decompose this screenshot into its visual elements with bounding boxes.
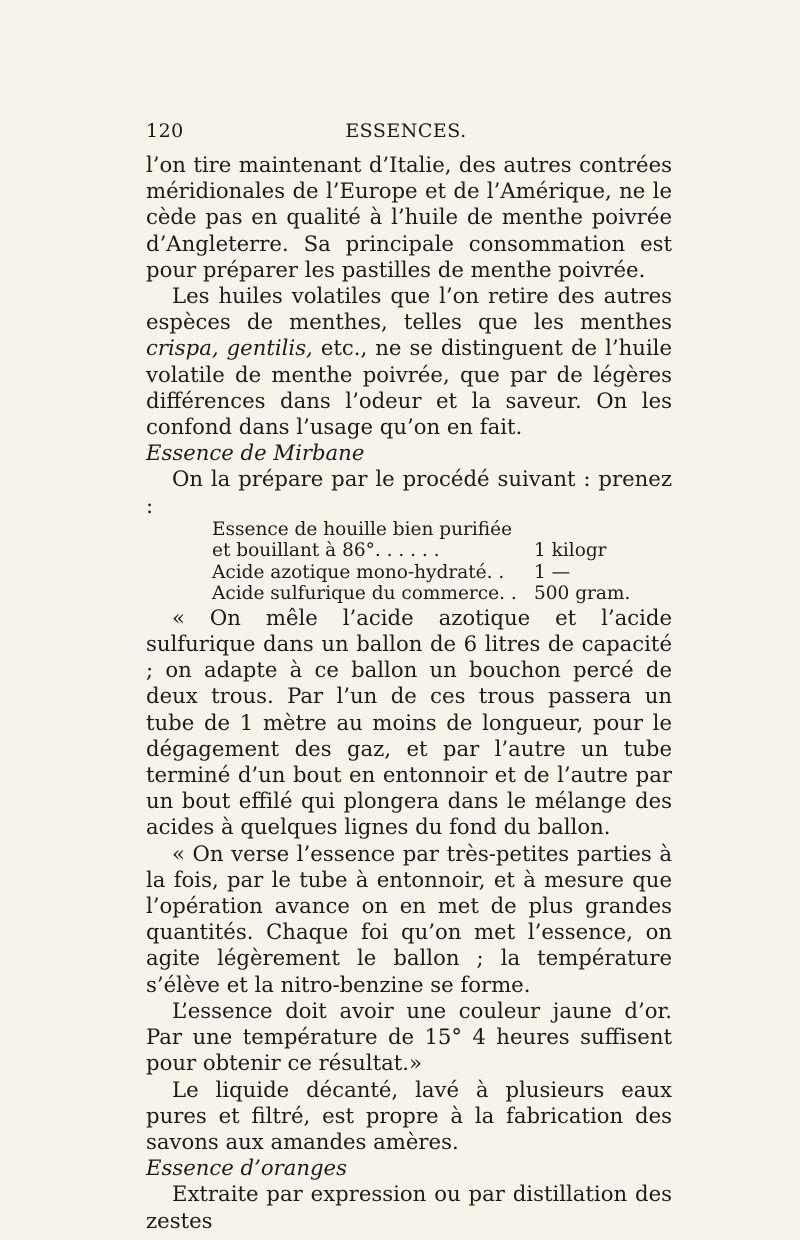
ingredient-quantity: 500 gram. [534,583,631,605]
paragraph-preparation: On la prépare par le procédé suivant : prenez : [146,466,672,518]
running-title: ESSENCES. [345,120,467,142]
ingredient-quantity: 1 — [534,561,571,583]
paragraph-procedure: « On mêle l’acide azotique et l’acide sulfurique dans un ballon de 6 litres de capacité ; on adapte à ce ballon un bouchon percé de deux trous. Par l’un de ces trous passera un tube de 1 mètre au moins de longueur, pour le dégagement des gaz, et par l’autre un tube terminé d’un bout en entonnoir et de l’autre par un bout effilé qui plongera dans le mélange des acides à quelques lignes du fond du ballon. [146,604,672,840]
paragraph-color: L’essence doit avoir une couleur jaune d’or. Par une température de 15° 4 heures suffisent pour obtenir ce résultat.» [146,997,672,1076]
page-header [146,120,666,148]
paragraph-menthes [146,283,672,440]
paragraph-usage: Le liquide décanté, lavé à plusieurs eaux pures et filtré, est propre à la fabrication des savons aux amandes amères. [146,1076,672,1154]
recipe-line [212,583,631,605]
species-names: crispa, gentilis, [146,335,313,361]
recipe-line [212,540,612,562]
page-number: 120 [146,120,184,142]
recipe-line [212,562,612,584]
paragraph-oranges: Extraite par expression ou par distillation des zestes [146,1181,672,1233]
paragraph-pouring: « On verse l’essence par très-petites parties à la fois, par le tube à entonnoir, et à mesure que l’opération avance on en met de plus grandes quantités. Chaque foi qu’on met l’essence, on agite légèrement le ballon ; la température s’élève et la nitro-benzine se forme. [146,840,672,997]
paragraph-continuation: l’on tire maintenant d’Italie, des autres contrées méridionales de l’Europe et de l’Amérique, ne le cède pas en qualité à l’huile de menthe poivrée d’Angleterre. Sa principale consommation est pour préparer les pastilles de menthe poivrée. [146,152,672,282]
recipe-list [212,518,631,605]
ingredient-quantity: 1 kilogr [534,540,607,562]
ingredient-label: Acide sulfurique du commerce. . [212,583,517,605]
ingredient-label: Acide azotique mono-hydraté. . [212,561,505,583]
recipe-line: Essence de houille bien purifiée [212,518,513,540]
ingredient-label: et bouillant à 86°. . . . . . [212,540,440,562]
section-heading-mirbane: Essence de Mirbane [146,440,365,466]
section-heading-oranges: Essence d’oranges [146,1155,347,1181]
paragraph-text: Les huiles volatiles que l’on retire des autres espèces de menthes, telles que les menthes [146,283,672,335]
text-block [146,152,672,1234]
paragraph-text: etc., ne se distinguent de l’huile volatile de menthe poivrée, que par de légères différences dans l’odeur et la saveur. On les confond dans l’usage qu’on en fait. [146,335,672,440]
